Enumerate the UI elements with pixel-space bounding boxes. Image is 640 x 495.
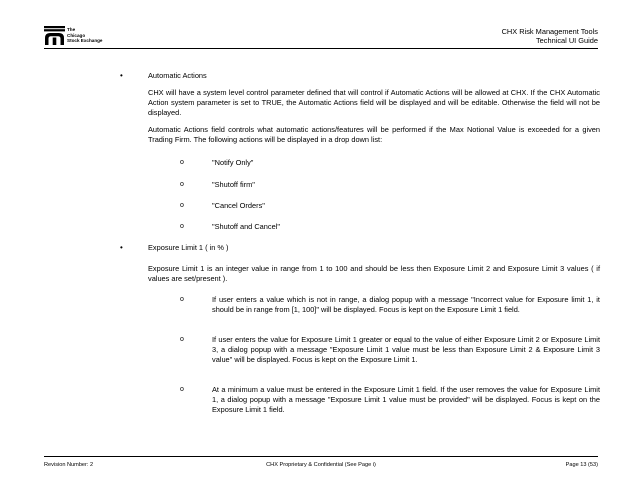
sub-bullet-glyph: o [180,159,184,166]
rule-item: If user enters the value for Exposure Limit 1 greater or equal to the value of either Exposure Limit 2 or Exposure Limit 3, a dialog popup with a message "Exposure Limit 1 value must be less than Exposure Limit 2 & Exposure Limit 3 value" will be displayed. Focus is kept on the Exposure Limit 1. [212,335,600,364]
rule-item: If user enters a value which is not in range, a dialog popup with a message "Incorrect value for Exposure limit 1, it should be in range from [1, 100]" will be displayed. Focus is kept on the Exposure Limit 1 field. [212,295,600,314]
sub-bullet-glyph: o [180,202,184,209]
page-header [44,24,598,49]
sub-bullet-glyph: o [180,223,184,230]
bullet-glyph: • [120,243,123,252]
doc-subtitle: Technical UI Guide [535,36,598,45]
logo-text [67,27,103,44]
doc-title: CHX Risk Management Tools [501,27,598,36]
confidential-notice: CHX Proprietary & Confidential (See Page i) [266,462,376,468]
option-item: "Shutoff firm" [212,180,255,189]
header-titles [502,27,598,45]
paragraph: CHX will have a system level control parameter defined that will control if Automatic Actions will be allowed at CHX. If the CHX Automatic Action system parameter is set to TRUE, the Automatic Actions field will be displayed and will be editable. Otherwise the field will not be displayed. [148,88,600,117]
option-item: "Shutoff and Cancel" [212,222,280,231]
page-number: Page 13 (53) [565,462,598,468]
logo-line: Chicago [67,32,86,38]
sub-bullet-glyph: o [180,181,184,188]
option-item: "Notify Only" [212,158,254,167]
chx-logo-icon [44,26,66,46]
section-heading: Exposure Limit 1 ( in % ) [148,243,229,252]
paragraph: Exposure Limit 1 is an integer value in range from 1 to 100 and should be less then Exposure Limit 2 and Exposure Limit 3 values ( if values are set/present ). [148,264,600,283]
revision-number: Revision Number: 2 [44,462,94,468]
logo-line: Stock Exchange [67,38,103,44]
bullet-glyph: • [120,71,123,80]
sub-bullet-glyph: o [180,386,184,393]
sub-bullet-glyph: o [180,296,184,303]
chx-logo [44,26,124,46]
section-heading: Automatic Actions [148,71,207,80]
rule-item: At a minimum a value must be entered in the Exposure Limit 1 field. If the user removes the value for Exposure Limit 1, a dialog popup with a message "Exposure Limit 1 value must be provided" will be displayed. Focus is kept on the Exposure Limit 1 field. [212,385,600,414]
sub-bullet-glyph: o [180,336,184,343]
paragraph: Automatic Actions field controls what automatic actions/features will be performed if the Max Notional Value is exceeded for a given Trading Firm. The following actions will be displayed in a drop down list: [148,125,600,144]
option-item: "Cancel Orders" [212,201,265,210]
page-footer [44,456,598,468]
logo-line: The [67,27,76,32]
